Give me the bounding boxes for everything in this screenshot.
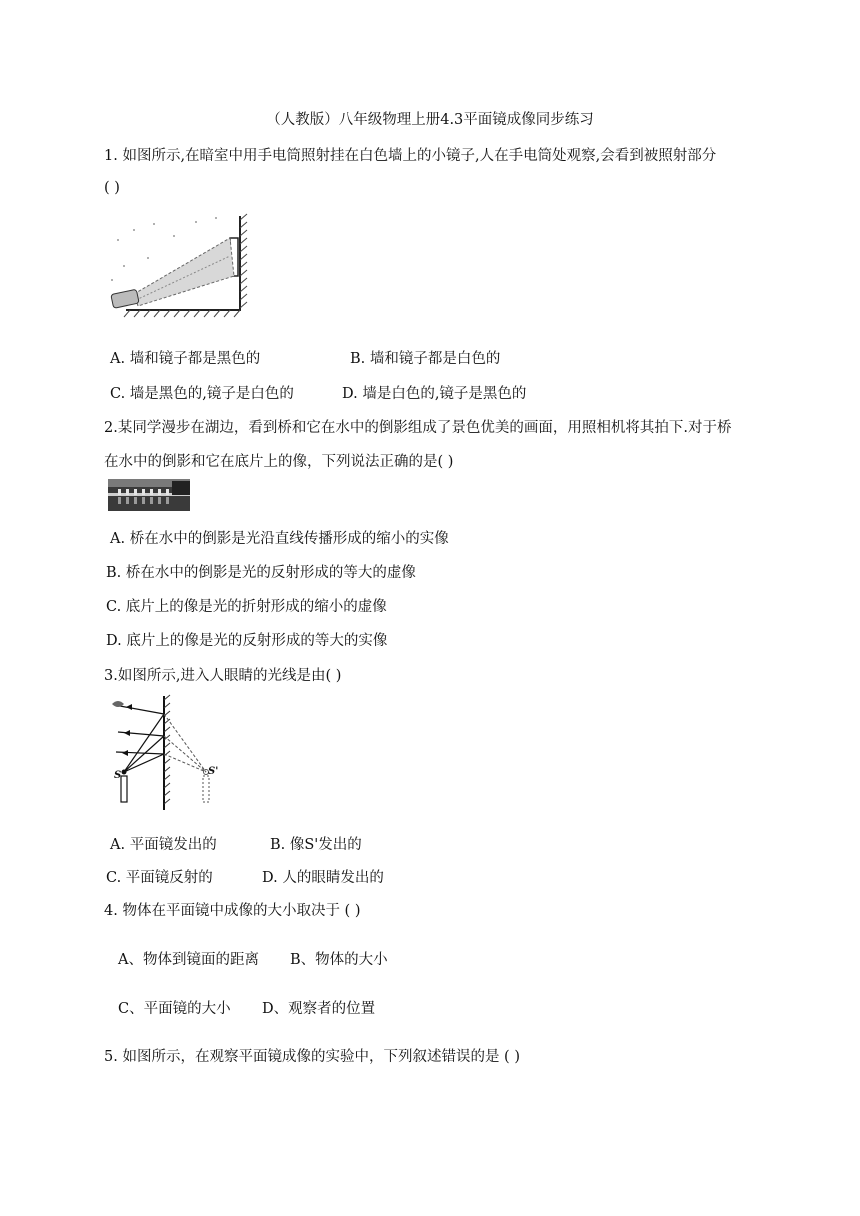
q3-stem-line1: 3.如图所示,进入人眼睛的光线是由( ) — [104, 668, 342, 684]
q2-option-a: A. 桥在水中的倒影是光沿直线传播形成的缩小的实像 — [110, 531, 449, 547]
q4-stem-line1: 4. 物体在平面镜中成像的大小取决于 ( ) — [104, 903, 361, 919]
q2-option-d: D. 底片上的像是光的反射形成的等大的实像 — [106, 633, 388, 649]
q4-option-c: C、平面镜的大小 — [118, 1001, 231, 1017]
q3-option-b: B. 像S'发出的 — [270, 837, 362, 853]
q2-option-b: B. 桥在水中的倒影是光的反射形成的等大的虚像 — [106, 565, 416, 581]
q2-stem-line2: 在水中的倒影和它在底片上的像，下列说法正确的是( ) — [104, 454, 454, 470]
q1-option-a: A. 墙和镜子都是黑色的 — [110, 351, 261, 367]
q3-label-s: S — [114, 770, 122, 781]
q4-option-a: A、物体到镜面的距离 — [118, 952, 259, 968]
q1-stem-line1: 1. 如图所示,在暗室中用手电筒照射挂在白色墙上的小镜子,人在手电筒处观察,会看到被照射部分 — [104, 148, 717, 164]
q2-option-c: C. 底片上的像是光的折射形成的缩小的虚像 — [106, 599, 387, 615]
q1-option-b: B. 墙和镜子都是白色的 — [350, 351, 501, 367]
q1-stem-line2: ( ) — [104, 180, 120, 196]
q3-option-a: A. 平面镜发出的 — [110, 837, 217, 853]
q3-figure-mirror-rays — [104, 692, 226, 816]
q2-figure-bridge-photo — [108, 479, 190, 511]
q2-stem-line1: 2.某同学漫步在湖边，看到桥和它在水中的倒影组成了景色优美的画面，用照相机将其拍下.对于桥 — [104, 420, 732, 436]
q3-label-s-prime: S' — [208, 766, 219, 777]
q1-option-d: D. 墙是白色的,镜子是黑色的 — [342, 386, 527, 402]
q1-figure-flashlight-mirror — [104, 210, 250, 328]
q3-option-c: C. 平面镜反射的 — [106, 870, 213, 886]
q3-option-d: D. 人的眼睛发出的 — [262, 870, 384, 886]
page-title: （人教版）八年级物理上册4.3平面镜成像同步练习 — [266, 112, 594, 128]
q1-option-c: C. 墙是黑色的,镜子是白色的 — [110, 386, 294, 402]
q4-option-d: D、观察者的位置 — [262, 1001, 376, 1017]
q4-option-b: B、物体的大小 — [290, 952, 388, 968]
q5-stem-line1: 5. 如图所示，在观察平面镜成像的实验中，下列叙述错误的是 ( ) — [104, 1049, 520, 1065]
